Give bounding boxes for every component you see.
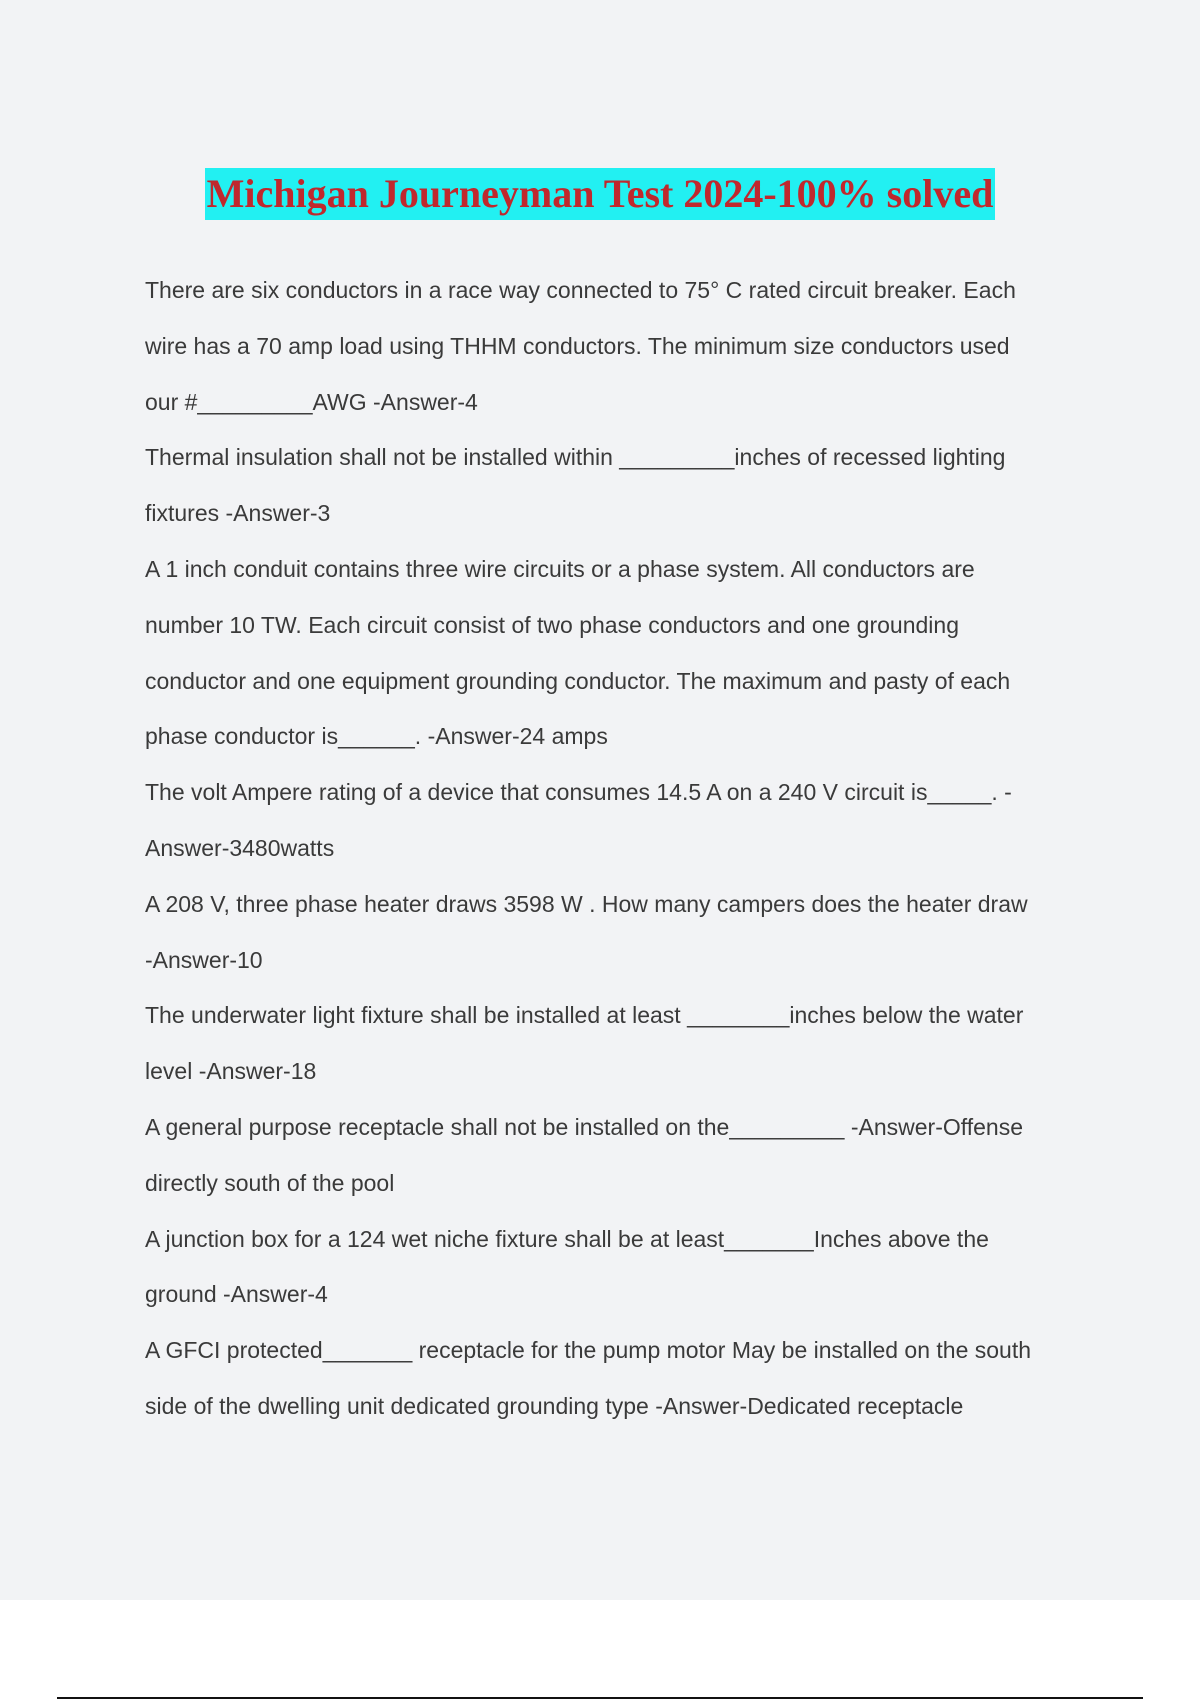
qa-item-6 (145, 988, 1085, 1100)
qa-line: directly south of the pool (145, 1169, 395, 1196)
title-container (0, 168, 1200, 220)
qa-line: The volt Ampere rating of a device that consumes 14.5 A on a 240 V circuit is_____. - (145, 779, 1012, 806)
footer-divider (57, 1697, 1143, 1699)
qa-line: There are six conductors in a race way connected to 75° C rated circuit breaker. Each (145, 277, 1016, 303)
qa-line: wire has a 70 amp load using THHM conductors. The minimum size conductors used (145, 332, 1010, 359)
qa-line: A general purpose receptacle shall not be installed on the_________ -Answer-Offense (145, 1113, 1023, 1140)
question-list (145, 263, 1085, 1435)
qa-line: -Answer-10 (145, 946, 263, 973)
qa-line: number 10 TW. Each circuit consist of two phase conductors and one grounding (145, 611, 959, 638)
qa-line: Answer-3480watts (145, 834, 335, 861)
qa-item-2 (145, 430, 1085, 542)
qa-line: A 208 V, three phase heater draws 3598 W . How many campers does the heater draw (145, 890, 1028, 917)
qa-line: ground -Answer-4 (145, 1281, 328, 1308)
qa-line: fixtures -Answer-3 (145, 500, 331, 527)
qa-line: our #_________AWG -Answer-4 (145, 388, 478, 415)
qa-item-8 (145, 1212, 1085, 1324)
qa-line: conductor and one equipment grounding conductor. The maximum and pasty of each (145, 667, 1011, 694)
qa-line: level -Answer-18 (145, 1058, 317, 1085)
qa-line: A junction box for a 124 wet niche fixture shall be at least_______Inches above the (145, 1225, 989, 1252)
qa-item-9 (145, 1323, 1085, 1435)
qa-line: A GFCI protected_______ receptacle for the pump motor May be installed on the south (145, 1337, 1032, 1364)
qa-line: A 1 inch conduit contains three wire circuits or a phase system. All conductors are (145, 555, 975, 582)
qa-item-5 (145, 877, 1085, 989)
qa-item-4 (145, 765, 1085, 877)
qa-line: phase conductor is______. -Answer-24 amps (145, 723, 608, 750)
qa-item-1 (145, 263, 1085, 430)
qa-line: The underwater light fixture shall be installed at least ________inches below the water (145, 1002, 1024, 1029)
document-title: Michigan Journeyman Test 2024-100% solved (205, 168, 996, 220)
qa-item-7 (145, 1100, 1085, 1212)
qa-line: Thermal insulation shall not be installed within _________inches of recessed lighting (145, 444, 1006, 471)
qa-line: side of the dwelling unit dedicated grounding type -Answer-Dedicated receptacle (145, 1392, 964, 1419)
qa-item-3 (145, 542, 1085, 765)
